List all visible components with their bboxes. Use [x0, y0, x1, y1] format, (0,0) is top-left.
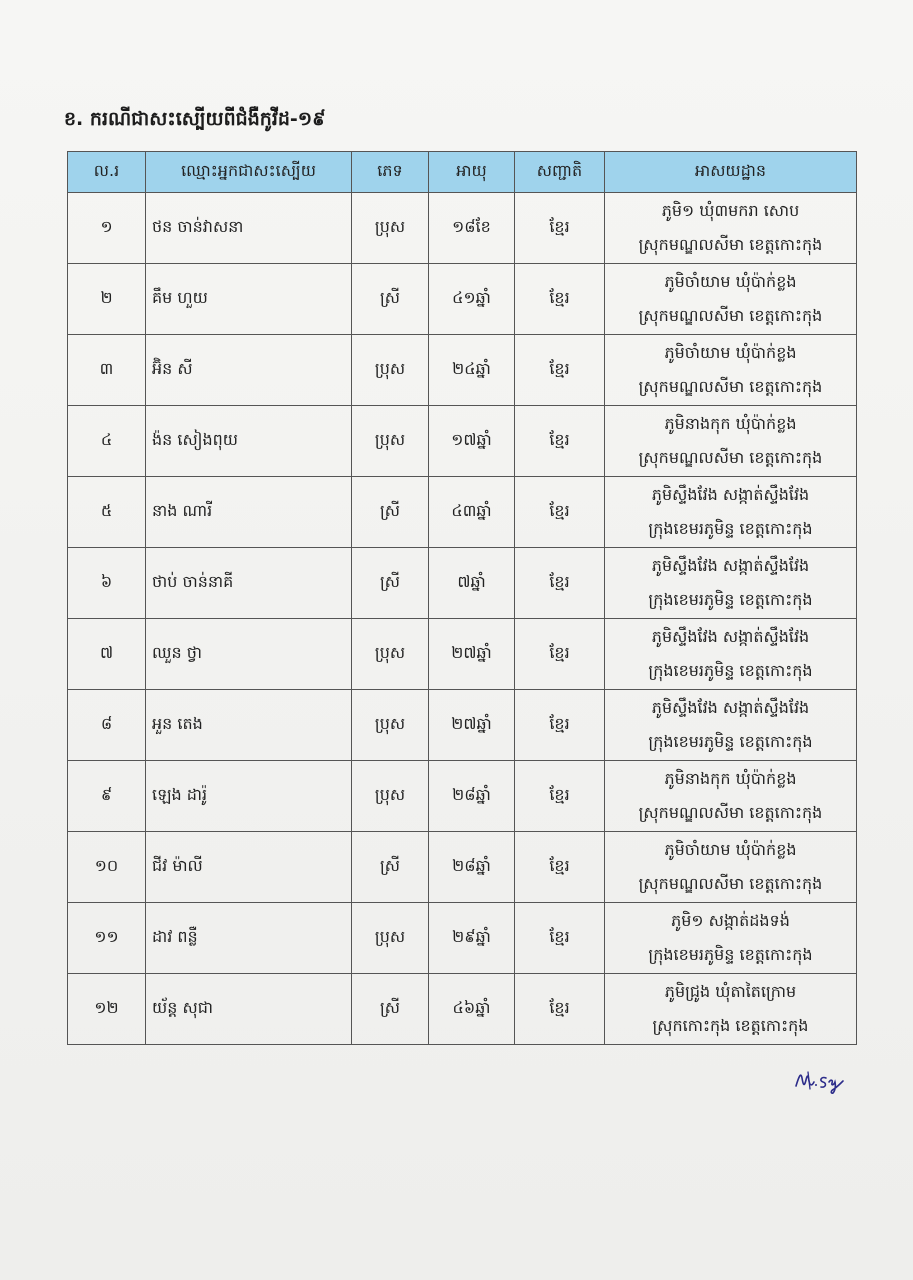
patient-age: ១៧ឆ្នាំ — [429, 406, 515, 477]
row-number: ២ — [68, 264, 146, 335]
patient-sex: ប្រុស — [352, 761, 429, 832]
row-number: ១២ — [68, 974, 146, 1045]
table-row — [68, 761, 857, 832]
table-row — [68, 335, 857, 406]
row-number: ៤ — [68, 406, 146, 477]
patient-sex: ប្រុស — [352, 619, 429, 690]
patient-age: ៧ឆ្នាំ — [429, 548, 515, 619]
address-line-district: ក្រុងខេមរភូមិន្ទ ខេត្តកោះកុង — [648, 661, 813, 680]
address-line-district: ក្រុងខេមរភូមិន្ទ ខេត្តកោះកុង — [648, 519, 813, 538]
patient-nationality: ខ្មែរ — [515, 548, 605, 619]
table-row — [68, 619, 857, 690]
row-number: ៩ — [68, 761, 146, 832]
patient-address — [605, 335, 857, 406]
patient-address — [605, 619, 857, 690]
address-line-district: ក្រុងខេមរភូមិន្ទ ខេត្តកោះកុង — [648, 732, 813, 751]
address-line-district: ក្រុងខេមរភូមិន្ទ ខេត្តកោះកុង — [648, 590, 813, 609]
patient-age: ២៨ឆ្នាំ — [429, 761, 515, 832]
patient-name: ថន ចាន់វាសនា — [146, 193, 352, 264]
patient-address — [605, 264, 857, 335]
patient-nationality: ខ្មែរ — [515, 193, 605, 264]
patient-nationality: ខ្មែរ — [515, 477, 605, 548]
patient-name: ជីវ ម៉ាលី — [146, 832, 352, 903]
table-row — [68, 477, 857, 548]
header-name: ឈ្មោះអ្នកជាសះស្បើយ — [146, 152, 352, 193]
patient-address — [605, 406, 857, 477]
address-line-village: ភូមិស្ទឹងវែង សង្កាត់ស្ទឹងវែង — [651, 627, 810, 646]
patient-age: ២៩ឆ្នាំ — [429, 903, 515, 974]
section-heading: ខ. ករណីជាសះស្បើយពីជំងឺកូវីដ-១៩ — [64, 108, 326, 130]
address-line-district: ស្រុកកោះកុង ខេត្តកោះកុង — [652, 1016, 809, 1035]
address-line-village: ភូមិចាំយាម ឃុំប៉ាក់ខ្លង — [664, 272, 797, 291]
row-number: ៥ — [68, 477, 146, 548]
header-sex: ភេទ — [352, 152, 429, 193]
patient-nationality: ខ្មែរ — [515, 974, 605, 1045]
patient-nationality: ខ្មែរ — [515, 406, 605, 477]
patient-address — [605, 761, 857, 832]
patient-address — [605, 548, 857, 619]
recovered-patients-table — [67, 151, 857, 1045]
row-number: ៦ — [68, 548, 146, 619]
patient-nationality: ខ្មែរ — [515, 335, 605, 406]
row-number: ៧ — [68, 619, 146, 690]
patient-name: ឡេង ដារ៉ូ — [146, 761, 352, 832]
header-address: អាសយដ្ឋាន — [605, 152, 857, 193]
address-line-village: ភូមិស្ទឹងវែង សង្កាត់ស្ទឹងវែង — [651, 698, 810, 717]
address-line-district: ស្រុកមណ្ឌលសីមា ខេត្តកោះកុង — [638, 803, 823, 822]
patient-sex: ស្រី — [352, 974, 429, 1045]
header-age: អាយុ — [429, 152, 515, 193]
address-line-village: ភូមិ១ ឃុំ៣មករា សោប — [661, 201, 800, 220]
patient-sex: ប្រុស — [352, 690, 429, 761]
patient-name: គឹម ហួយ — [146, 264, 352, 335]
row-number: ៨ — [68, 690, 146, 761]
patient-name: ឈួន ថ្វា — [146, 619, 352, 690]
patient-name: ង៉ន សៀងពុយ — [146, 406, 352, 477]
patient-address — [605, 477, 857, 548]
patient-nationality: ខ្មែរ — [515, 690, 605, 761]
patient-name: ដាវ ពន្លឺ — [146, 903, 352, 974]
patient-name: អួន តេង — [146, 690, 352, 761]
patient-address — [605, 832, 857, 903]
patient-age: ៤១ឆ្នាំ — [429, 264, 515, 335]
patient-age: ២៧ឆ្នាំ — [429, 690, 515, 761]
patient-age: ៤៦ឆ្នាំ — [429, 974, 515, 1045]
table-row — [68, 264, 857, 335]
patient-age: ២៤ឆ្នាំ — [429, 335, 515, 406]
patient-age: ៤៣ឆ្នាំ — [429, 477, 515, 548]
patient-nationality: ខ្មែរ — [515, 903, 605, 974]
patient-sex: ប្រុស — [352, 903, 429, 974]
table-row — [68, 406, 857, 477]
patient-nationality: ខ្មែរ — [515, 264, 605, 335]
patient-name: អ៊ិន សី — [146, 335, 352, 406]
table-row — [68, 548, 857, 619]
patient-nationality: ខ្មែរ — [515, 832, 605, 903]
address-line-village: ភូមិចាំយាម ឃុំប៉ាក់ខ្លង — [664, 343, 797, 362]
patient-address — [605, 974, 857, 1045]
header-no: ល.រ — [68, 152, 146, 193]
address-line-village: ភូមិនាងកុក ឃុំប៉ាក់ខ្លង — [664, 769, 797, 788]
address-line-village: ភូមិនាងកុក ឃុំប៉ាក់ខ្លង — [664, 414, 797, 433]
address-line-district: ស្រុកមណ្ឌលសីមា ខេត្តកោះកុង — [638, 448, 823, 467]
patient-nationality: ខ្មែរ — [515, 761, 605, 832]
table-row — [68, 903, 857, 974]
patient-address — [605, 903, 857, 974]
table-header-row — [68, 152, 857, 193]
table-row — [68, 832, 857, 903]
row-number: ១១ — [68, 903, 146, 974]
row-number: ៣ — [68, 335, 146, 406]
patient-sex: ស្រី — [352, 477, 429, 548]
patient-sex: ស្រី — [352, 548, 429, 619]
address-line-village: ភូមិស្ទឹងវែង សង្កាត់ស្ទឹងវែង — [651, 556, 810, 575]
patient-name: ថាប់ ចាន់នាគី — [146, 548, 352, 619]
address-line-district: ក្រុងខេមរភូមិន្ទ ខេត្តកោះកុង — [648, 945, 813, 964]
patient-sex: ស្រី — [352, 264, 429, 335]
patient-age: ២៧ឆ្នាំ — [429, 619, 515, 690]
table-row — [68, 193, 857, 264]
patient-sex: ស្រី — [352, 832, 429, 903]
patient-sex: ប្រុស — [352, 335, 429, 406]
signature — [790, 1064, 850, 1098]
patient-sex: ប្រុស — [352, 193, 429, 264]
address-line-district: ស្រុកមណ្ឌលសីមា ខេត្តកោះកុង — [638, 874, 823, 893]
patient-address — [605, 193, 857, 264]
patient-sex: ប្រុស — [352, 406, 429, 477]
row-number: ១ — [68, 193, 146, 264]
table-row — [68, 974, 857, 1045]
row-number: ១០ — [68, 832, 146, 903]
table-row — [68, 690, 857, 761]
patient-name: នាង ណារី — [146, 477, 352, 548]
patient-nationality: ខ្មែរ — [515, 619, 605, 690]
patient-address — [605, 690, 857, 761]
address-line-district: ស្រុកមណ្ឌលសីមា ខេត្តកោះកុង — [638, 377, 823, 396]
address-line-village: ភូមិស្ទឹងវែង សង្កាត់ស្ទឹងវែង — [651, 485, 810, 504]
address-line-village: ភូមិ១ សង្កាត់ដងទង់ — [671, 911, 790, 930]
address-line-village: ភូមិចាំយាម ឃុំប៉ាក់ខ្លង — [664, 840, 797, 859]
header-nationality: សញ្ជាតិ — [515, 152, 605, 193]
patient-age: ១៨ខែ — [429, 193, 515, 264]
patient-age: ២៨ឆ្នាំ — [429, 832, 515, 903]
address-line-village: ភូមិជ្រូង ឃុំតាតៃក្រោម — [664, 982, 797, 1001]
address-line-district: ស្រុកមណ្ឌលសីមា ខេត្តកោះកុង — [638, 306, 823, 325]
patient-name: យ័ន្ត សុជា — [146, 974, 352, 1045]
address-line-district: ស្រុកមណ្ឌលសីមា ខេត្តកោះកុង — [638, 235, 823, 254]
